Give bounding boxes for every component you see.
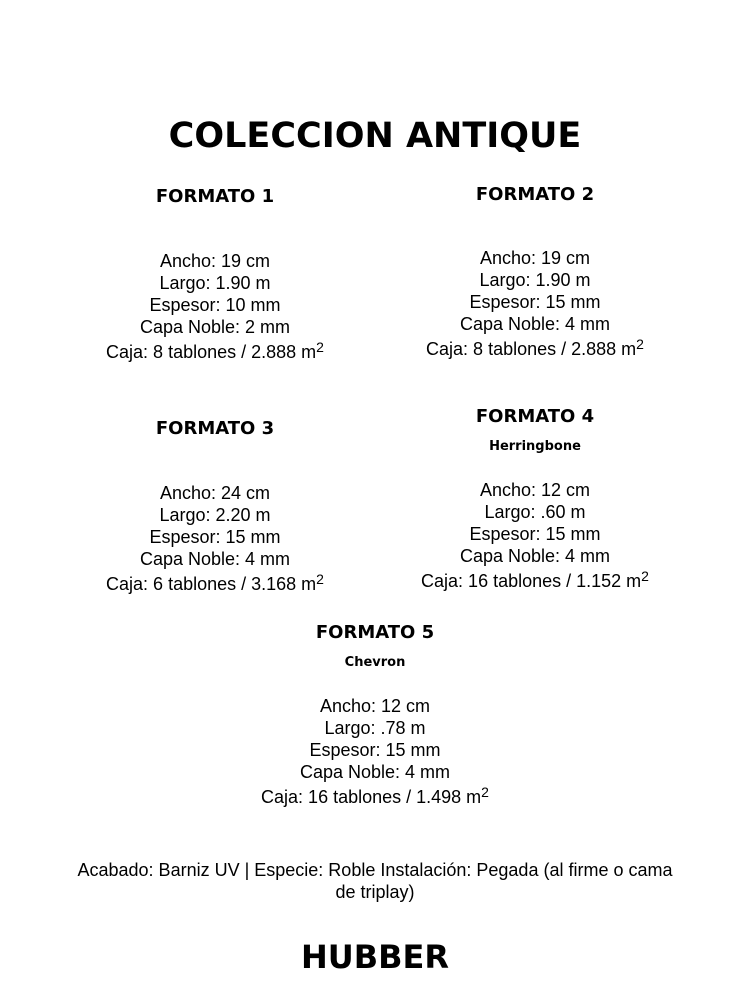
format-1-capa-noble: Capa Noble: 2 mm xyxy=(139,317,291,337)
format-2-largo: Largo: 1.90 m xyxy=(479,270,591,290)
format-4-block xyxy=(365,406,705,592)
format-3-caja xyxy=(45,573,385,595)
format-5-block xyxy=(205,622,545,808)
format-3-ancho: Ancho: 24 cm xyxy=(159,483,271,503)
format-5-caja-text: Caja: 16 tablones / 1.498 m xyxy=(261,787,482,807)
format-5-largo: Largo: .78 m xyxy=(324,718,426,738)
brand-logo-text: HUBBER xyxy=(300,938,450,976)
format-2-caja xyxy=(365,338,705,360)
format-4-ancho: Ancho: 12 cm xyxy=(479,480,591,500)
format-1-block xyxy=(45,186,385,363)
format-1-largo: Largo: 1.90 m xyxy=(159,273,271,293)
format-2-specs xyxy=(365,247,705,360)
finish-species-installation-note: Acabado: Barniz UV | Especie: Roble Instalación: Pegada (al firme o cama de triplay) xyxy=(77,860,673,902)
format-4-largo: Largo: .60 m xyxy=(484,502,586,522)
format-2-title: FORMATO 2 xyxy=(475,184,595,205)
format-3-espesor: Espesor: 15 mm xyxy=(149,527,281,547)
format-2-caja-exponent: 2 xyxy=(636,336,644,352)
format-1-ancho: Ancho: 19 cm xyxy=(159,251,271,271)
format-5-capa-noble: Capa Noble: 4 mm xyxy=(299,762,451,782)
format-4-capa-noble: Capa Noble: 4 mm xyxy=(459,546,611,566)
format-2-capa-noble: Capa Noble: 4 mm xyxy=(459,314,611,334)
page-title: COLECCION ANTIQUE xyxy=(168,116,582,156)
format-1-caja xyxy=(45,341,385,363)
format-3-capa-noble: Capa Noble: 4 mm xyxy=(139,549,291,569)
format-5-caja-exponent: 2 xyxy=(481,784,489,800)
format-5-subtitle: Chevron xyxy=(344,655,406,670)
format-1-espesor: Espesor: 10 mm xyxy=(149,295,281,315)
format-5-caja xyxy=(205,786,545,808)
format-1-title: FORMATO 1 xyxy=(155,186,275,207)
format-5-espesor: Espesor: 15 mm xyxy=(309,740,441,760)
format-2-caja-text: Caja: 8 tablones / 2.888 m xyxy=(426,339,637,359)
format-3-largo: Largo: 2.20 m xyxy=(159,505,271,525)
format-3-specs xyxy=(45,482,385,595)
format-1-caja-exponent: 2 xyxy=(316,339,324,355)
format-3-caja-text: Caja: 6 tablones / 3.168 m xyxy=(106,574,317,594)
format-3-caja-exponent: 2 xyxy=(316,571,324,587)
format-1-caja-text: Caja: 8 tablones / 2.888 m xyxy=(106,342,317,362)
format-5-ancho: Ancho: 12 cm xyxy=(319,696,431,716)
format-1-specs xyxy=(45,250,385,363)
format-4-caja xyxy=(365,570,705,592)
format-2-ancho: Ancho: 19 cm xyxy=(479,248,591,268)
format-4-caja-exponent: 2 xyxy=(641,568,649,584)
format-5-specs xyxy=(205,695,545,808)
format-2-espesor: Espesor: 15 mm xyxy=(469,292,601,312)
format-5-title: FORMATO 5 xyxy=(315,622,435,643)
format-4-title: FORMATO 4 xyxy=(475,406,595,427)
format-3-title: FORMATO 3 xyxy=(155,418,275,439)
format-2-block xyxy=(365,184,705,360)
format-4-subtitle: Herringbone xyxy=(489,439,581,454)
format-3-block xyxy=(45,418,385,595)
format-4-espesor: Espesor: 15 mm xyxy=(469,524,601,544)
format-4-caja-text: Caja: 16 tablones / 1.152 m xyxy=(421,571,642,591)
format-4-specs xyxy=(365,479,705,592)
